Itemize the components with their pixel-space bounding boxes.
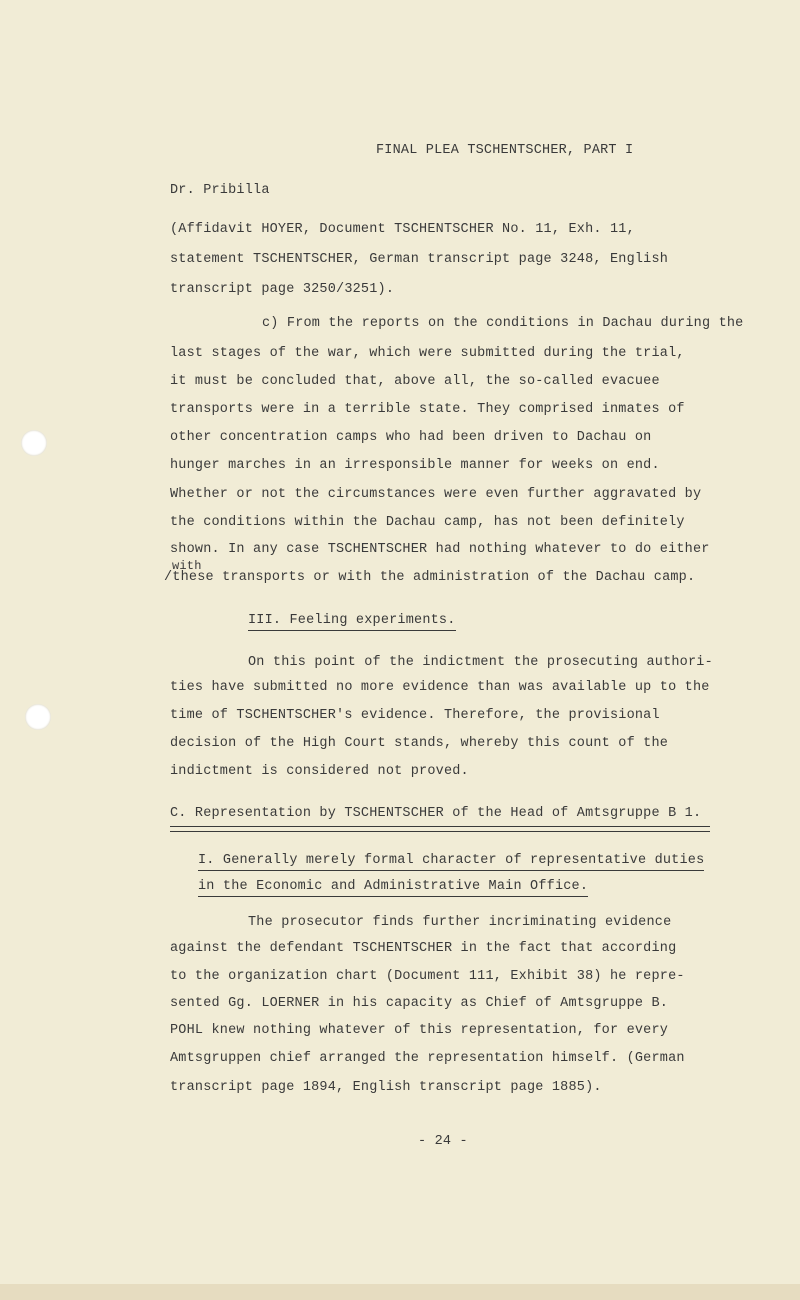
paragraph-line: last stages of the war, which were submitted during the trial,: [170, 346, 685, 361]
paragraph-line: indictment is considered not proved.: [170, 764, 469, 779]
paragraph-line: sented Gg. LOERNER in his capacity as Chief of Amtsgruppe B.: [170, 996, 669, 1011]
page-bottom-edge: [0, 1284, 800, 1300]
paragraph-line: hunger marches in an irresponsible manner for weeks on end.: [170, 458, 660, 473]
paragraph-line: The prosecutor finds further incriminating evidence: [248, 915, 672, 930]
paragraph-line: c) From the reports on the conditions in Dachau during the: [262, 316, 744, 331]
paragraph-line: transcript page 1894, English transcript page 1885).: [170, 1080, 602, 1095]
section-heading: C. Representation by TSCHENTSCHER of the Head of Amtsgruppe B 1.: [170, 806, 702, 821]
paragraph-line: POHL knew nothing whatever of this representation, for every: [170, 1023, 669, 1038]
citation-line: transcript page 3250/3251).: [170, 282, 395, 297]
paragraph-line: shown. In any case TSCHENTSCHER had nothing whatever to do either: [170, 542, 710, 557]
author-name: Dr. Pribilla: [170, 183, 270, 198]
paragraph-line: the conditions within the Dachau camp, has not been definitely: [170, 515, 685, 530]
double-underline-top: [170, 826, 710, 827]
page-number: - 24 -: [418, 1134, 468, 1149]
punch-hole-top: [21, 430, 47, 456]
punch-hole-bottom: [25, 704, 51, 730]
document-header: FINAL PLEA TSCHENTSCHER, PART I: [376, 143, 634, 158]
citation-line: statement TSCHENTSCHER, German transcript page 3248, English: [170, 252, 669, 267]
paragraph-line: transports were in a terrible state. They comprised inmates of: [170, 402, 685, 417]
double-underline-bottom: [170, 831, 710, 832]
section-heading: III. Feeling experiments.: [248, 613, 456, 631]
paragraph-line: against the defendant TSCHENTSCHER in the fact that according: [170, 941, 677, 956]
paragraph-line: decision of the High Court stands, whereby this count of the: [170, 736, 669, 751]
paragraph-line: /these transports or with the administration of the Dachau camp.: [164, 570, 696, 585]
paragraph-line: Amtsgruppen chief arranged the representation himself. (German: [170, 1051, 685, 1066]
citation-line: (Affidavit HOYER, Document TSCHENTSCHER No. 11, Exh. 11,: [170, 222, 635, 237]
inserted-word: with: [172, 559, 202, 573]
paragraph-line: time of TSCHENTSCHER's evidence. Therefore, the provisional: [170, 708, 660, 723]
paragraph-line: to the organization chart (Document 111, Exhibit 38) he repre-: [170, 969, 685, 984]
section-heading: I. Generally merely formal character of representative duties: [198, 853, 704, 871]
paragraph-line: ties have submitted no more evidence than was available up to the: [170, 680, 710, 695]
paragraph-line: Whether or not the circumstances were even further aggravated by: [170, 487, 702, 502]
paragraph-line: it must be concluded that, above all, the so-called evacuee: [170, 374, 660, 389]
paragraph-line: On this point of the indictment the prosecuting authori-: [248, 655, 713, 670]
section-heading: in the Economic and Administrative Main Office.: [198, 879, 588, 897]
paragraph-line: other concentration camps who had been driven to Dachau on: [170, 430, 652, 445]
